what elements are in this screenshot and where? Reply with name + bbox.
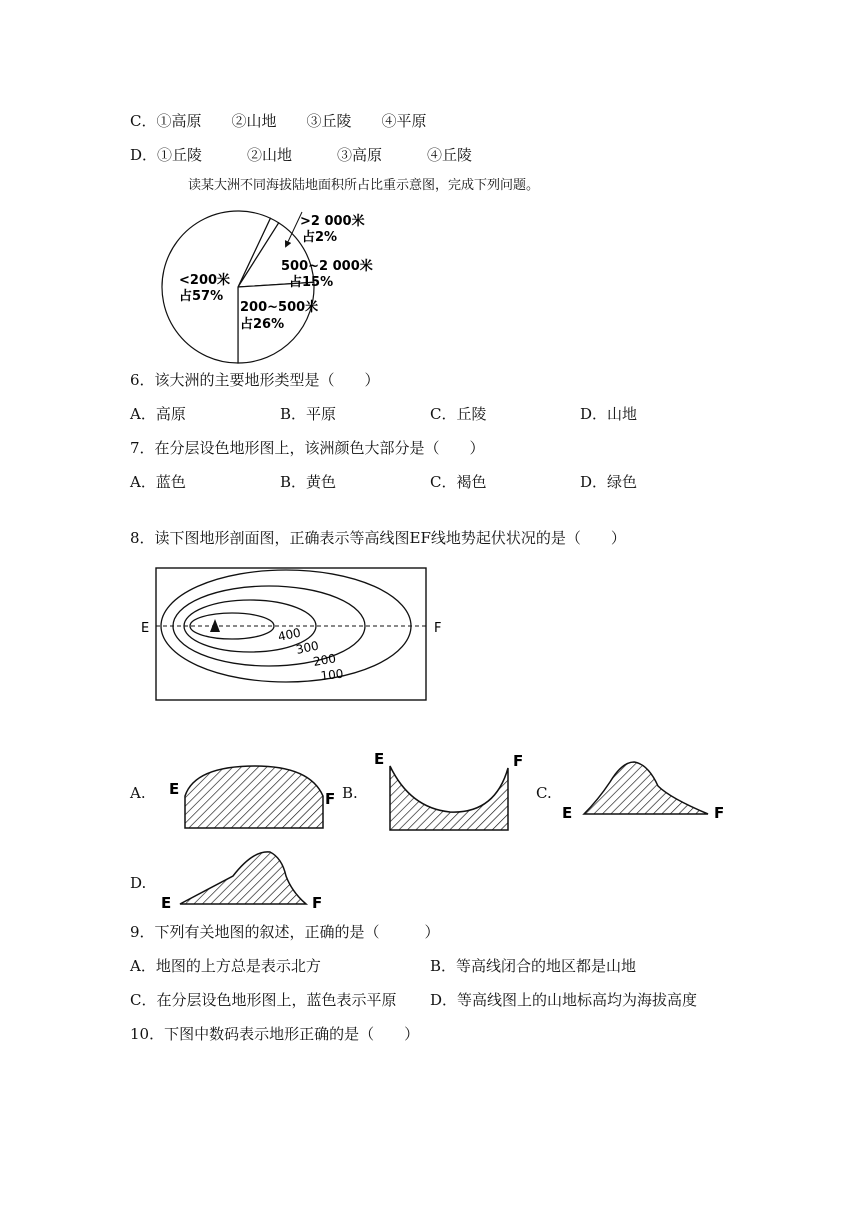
q8-profile-a [165,758,345,833]
q7-option-a: A．蓝色 [130,473,186,491]
contour-level-300: 300 [294,638,321,657]
profile-b-e: E [374,750,385,768]
q9-stem: 9．下列有关地图的叙述，正确的是（ ） [130,923,440,941]
q6-option-a: A．高原 [130,405,186,423]
q8-stem: 8．读下图地形剖面图，正确表示等高线图EF线地势起伏状况的是（ ） [130,529,626,547]
q8-profile-b [370,748,530,838]
q7-option-c: C．褐色 [430,473,487,491]
pie-label-200-500-range: 200~500米 [240,300,319,315]
q6-option-d: D．山地 [580,405,638,423]
contour-map [136,564,456,706]
profile-a-e: E [169,780,180,798]
contour-label-e: E [141,621,150,636]
q9-option-c: C．在分层设色地形图上，蓝色表示平原 [130,991,397,1009]
q8-profile-d [158,846,338,912]
summit-triangle-icon [210,619,220,632]
intro-text: 读某大洲不同海拔陆地面积所占比重示意图，完成下列问题。 [188,178,540,193]
pie-label-200-500-share: 占26% [240,317,285,332]
q8-option-a-letter: A. [130,784,146,802]
q8-option-b-letter: B. [342,784,358,802]
q8-option-d-letter: D. [130,874,147,892]
q7-stem: 7．在分层设色地形图上，该洲颜色大部分是（ ） [130,439,485,457]
pie-chart [160,200,380,365]
profile-d-e: E [161,894,172,912]
option-c-prev: C．①高原 ②山地 ③丘陵 ④平原 [130,112,427,130]
q9-option-d: D．等高线图上的山地标高均为海拔高度 [430,991,698,1009]
q6-option-b: B．平原 [280,405,337,423]
profile-b-f: F [513,752,524,770]
pie-label-gt2000-range: >2 000米 [300,214,365,229]
q7-option-b: B．黄色 [280,473,337,491]
pie-label-500-2000-range: 500~2 000米 [281,259,373,274]
contour-level-400: 400 [276,625,303,644]
pie-label-lt200-range: <200米 [179,273,231,288]
profile-a-f: F [325,790,336,808]
contour-label-f: F [434,621,442,636]
q9-option-b: B．等高线闭合的地区都是山地 [430,957,637,975]
q9-option-a: A．地图的上方总是表示北方 [130,957,321,975]
q8-option-c-letter: C. [536,784,552,802]
profile-d-f: F [312,894,323,912]
q6-option-c: C．丘陵 [430,405,487,423]
q8-profile-c [558,756,738,826]
contour-level-200: 200 [312,651,338,669]
pie-label-500-2000-share: 占15% [289,275,334,290]
pie-label-lt200-share: 占57% [179,289,224,304]
pie-label-gt2000-share: 占2% [302,230,338,245]
option-d-prev: D．①丘陵 ②山地 ③高原 ④丘陵 [130,146,473,164]
q10-stem: 10．下图中数码表示地形正确的是（ ） [130,1025,420,1043]
q7-option-d: D．绿色 [580,473,638,491]
profile-c-f: F [714,804,725,822]
q6-stem: 6．该大洲的主要地形类型是（ ） [130,371,380,389]
contour-level-100: 100 [319,666,345,683]
profile-c-e: E [562,804,573,822]
